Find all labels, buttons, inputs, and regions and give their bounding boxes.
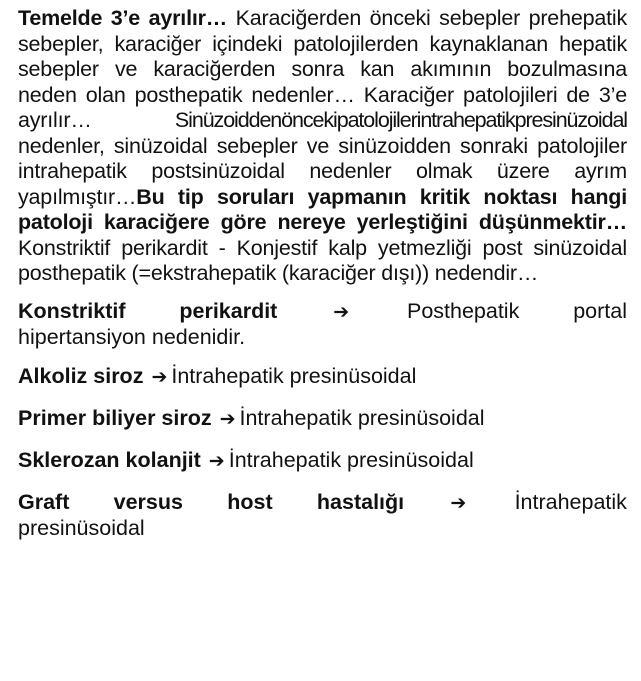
item-term: Konstriktif: [18, 298, 126, 323]
item-result: Posthepatik: [406, 298, 520, 323]
list-item-alcoholic-cirrhosis: [18, 364, 627, 390]
right-arrow-icon: ➔: [219, 407, 236, 430]
intro-text-compressed: Sinüzoiddenöncekipatolojilerintrahepatikpresinüzoidal: [174, 108, 627, 132]
list-item-sclerosing-cholangitis: [18, 448, 627, 474]
list-item-line: [18, 490, 627, 516]
list-item-graft-versus-host: [18, 490, 627, 541]
item-result: İntrahepatik presinüsoidal: [228, 447, 474, 472]
right-arrow-icon: ➔: [151, 365, 168, 388]
intro-text-2: nedenler, sinüzoidal sebepler ve sinüzoidden sonraki patolojiler intrahepatik postsinüzoidal nedenler olmak üzere ayrım yapılmıştır…: [18, 133, 627, 209]
right-arrow-icon: ➔: [208, 449, 225, 472]
item-term: versus: [113, 489, 183, 514]
item-result: İntrahepatik presinüsoidal: [171, 363, 417, 388]
right-arrow-icon: ➔: [333, 300, 350, 323]
item-term: hastalığı: [316, 489, 405, 514]
list-item-constrictive-pericarditis: [18, 299, 627, 350]
item-result: İntrahepatik: [514, 489, 627, 514]
item-result-continued: presinüsoidal: [18, 515, 145, 540]
item-term: host: [227, 489, 273, 514]
item-term: Primer biliyer siroz: [18, 405, 212, 430]
intro-text-1: Karaciğerden önceki sebepler prehepatik sebepler, karaciğer içindeki patolojilerden kaynaklanan hepatik sebepler ve karaciğerden sonra kan akımının bozulmasına neden olan posthepatik nedenler… Karaciğer patolojileri de 3’e ayrılır…: [18, 6, 627, 132]
right-arrow-icon: ➔: [450, 491, 467, 514]
item-term: Sklerozan kolanjit: [18, 447, 201, 472]
item-result: portal: [573, 298, 627, 323]
item-result: İntrahepatik presinüsoidal: [239, 405, 485, 430]
intro-paragraph: [18, 6, 627, 287]
item-term: Graft: [18, 489, 70, 514]
intro-text-3: Konstriktif perikardit - Konjestif kalp yetmezliği post sinüzoidal posthepatik (=ekstrahepatik (karaciğer dışı)) nedendir…: [18, 235, 627, 285]
item-term: Alkoliz siroz: [18, 363, 144, 388]
list-item-primary-biliary-cirrhosis: [18, 406, 627, 432]
item-term: perikardit: [179, 298, 278, 323]
list-item-line: [18, 299, 627, 325]
intro-heading: Temelde 3’e ayrılır…: [18, 6, 228, 30]
item-result-continued: hipertansiyon nedenidir.: [18, 324, 246, 349]
intro-key-point: Bu tip soruları yapmanın kritik noktası hangi patoloji karaciğere göre nereye yerleştiğini düşünmektir…: [18, 184, 627, 234]
